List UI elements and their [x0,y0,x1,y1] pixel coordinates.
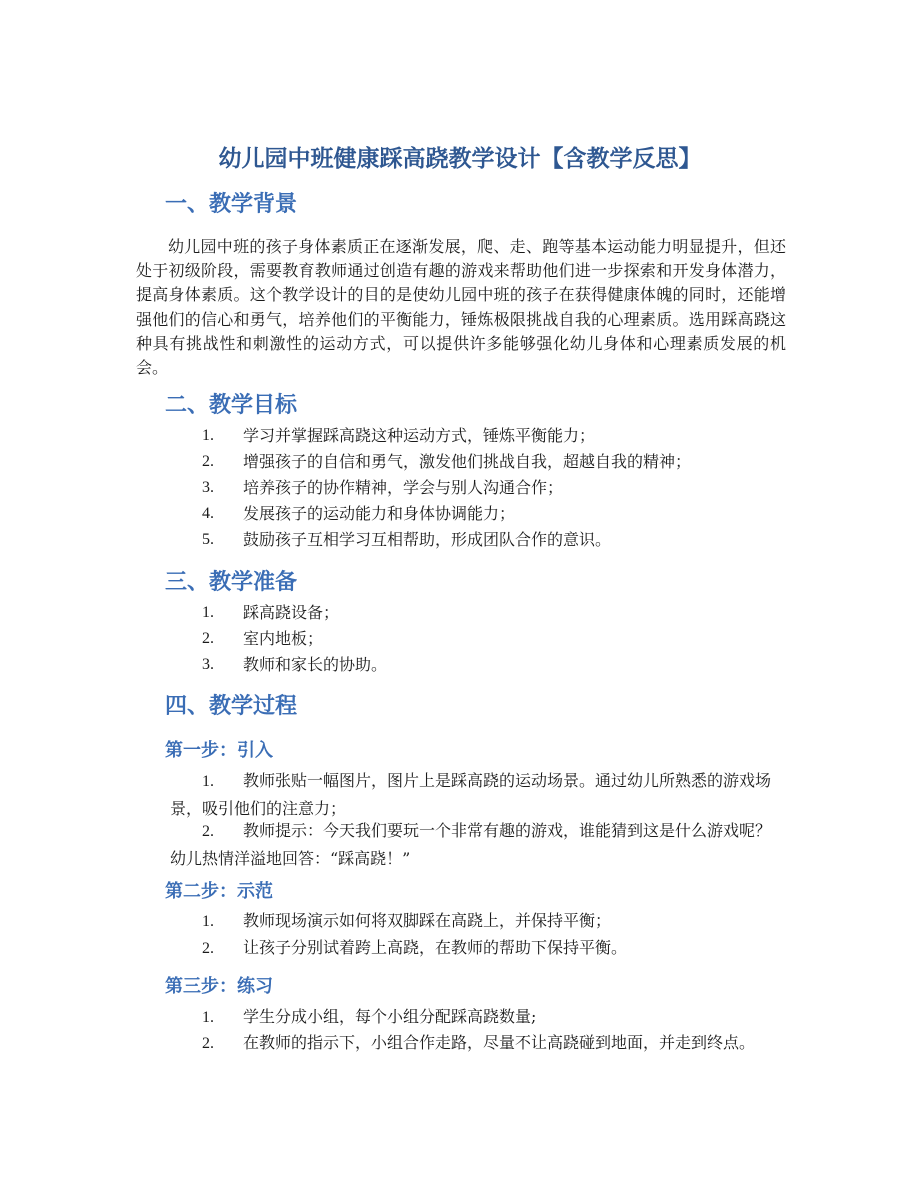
list-item-text: 增强孩子的自信和勇气，激发他们挑战自我，超越自我的精神； [243,452,692,471]
step-item-text: 在教师的指示下，小组合作走路，尽量不让高跷碰到地面，并走到终点。 [243,1033,756,1052]
list-item-text: 鼓励孩子互相学习互相帮助，形成团队合作的意识。 [243,530,612,549]
step-item-number: 1. [202,773,214,790]
list-item [0,626,920,652]
list-item-number: 1. [202,604,214,621]
list-item-number: 4. [202,505,214,522]
step-item [170,934,786,962]
step-heading-demo: 第二步：示范 [165,881,273,902]
step-item-text: 教师张贴一幅图片，图片上是踩高跷的运动场景。通过幼儿所熟悉的游戏场景，吸引他们的注意力； [170,771,772,818]
goals-list [0,423,920,553]
section-heading-background: 一、教学背景 [165,192,298,217]
step-item-number: 2. [202,1035,214,1052]
list-item-number: 3. [202,479,214,496]
list-item [0,423,920,449]
list-item-text: 踩高跷设备； [243,603,340,622]
list-item-number: 2. [202,630,214,647]
step-item-text: 教师现场演示如何将双脚踩在高跷上，并保持平衡； [243,911,612,930]
section-heading-process: 四、教学过程 [165,694,298,719]
list-item-text: 发展孩子的运动能力和身体协调能力； [243,504,516,523]
list-item [0,600,920,626]
list-item-number: 2. [202,453,214,470]
document-title: 幼儿园中班健康踩高跷教学设计【含教学反思】 [218,146,702,172]
background-paragraph: 幼儿园中班的孩子身体素质正在逐渐发展，爬、走、跑等基本运动能力明显提升，但还处于初级阶段，需要教育教师通过创造有趣的游戏来帮助他们进一步探索和开发身体潜力，提高身体素质。这个教学设计的目的是使幼儿园中班的孩子在获得健康体魄的同时，还能增强他们的信心和勇气，培养他们的平衡能力，锤炼极限挑战自我的心理素质。选用踩高跷这种具有挑战性和刺激性的运动方式，可以提供许多能够强化幼儿身体和心理素质发展的机会。 [136,237,786,378]
step-item [170,817,786,872]
step-heading-practice: 第三步：练习 [165,976,273,997]
step-item-number: 2. [202,823,214,840]
step-item-number: 1. [202,913,214,930]
step-item-text: 让孩子分别试着跨上高跷，在教师的帮助下保持平衡。 [243,938,628,957]
step-item-number: 1. [202,1009,214,1026]
list-item [0,527,920,553]
list-item [0,501,920,527]
list-item-number: 5. [202,531,214,548]
preparation-list [0,600,920,678]
list-item-text: 教师和家长的协助。 [243,655,388,674]
step-item [170,1029,786,1057]
step-item [170,767,786,822]
step-item [170,907,786,935]
list-item-text: 学习并掌握踩高跷这种运动方式，锤炼平衡能力； [243,426,596,445]
list-item [0,652,920,678]
section-heading-goals: 二、教学目标 [165,393,298,418]
list-item-text: 室内地板； [243,629,324,648]
list-item [0,449,920,475]
step-item [170,1003,786,1031]
list-item-number: 1. [202,427,214,444]
step-item-number: 2. [202,940,214,957]
section-heading-preparation: 三、教学准备 [165,570,298,595]
list-item [0,475,920,501]
step-heading-intro: 第一步：引入 [165,740,273,761]
list-item-text: 培养孩子的协作精神，学会与别人沟通合作； [243,478,564,497]
step-item-text: 学生分成小组，每个小组分配踩高跷数量; [243,1007,537,1026]
step-item-text: 教师提示：今天我们要玩一个非常有趣的游戏，谁能猜到这是什么游戏呢？幼儿热情洋溢地回答：“踩高跷！” [170,821,772,868]
list-item-number: 3. [202,656,214,673]
